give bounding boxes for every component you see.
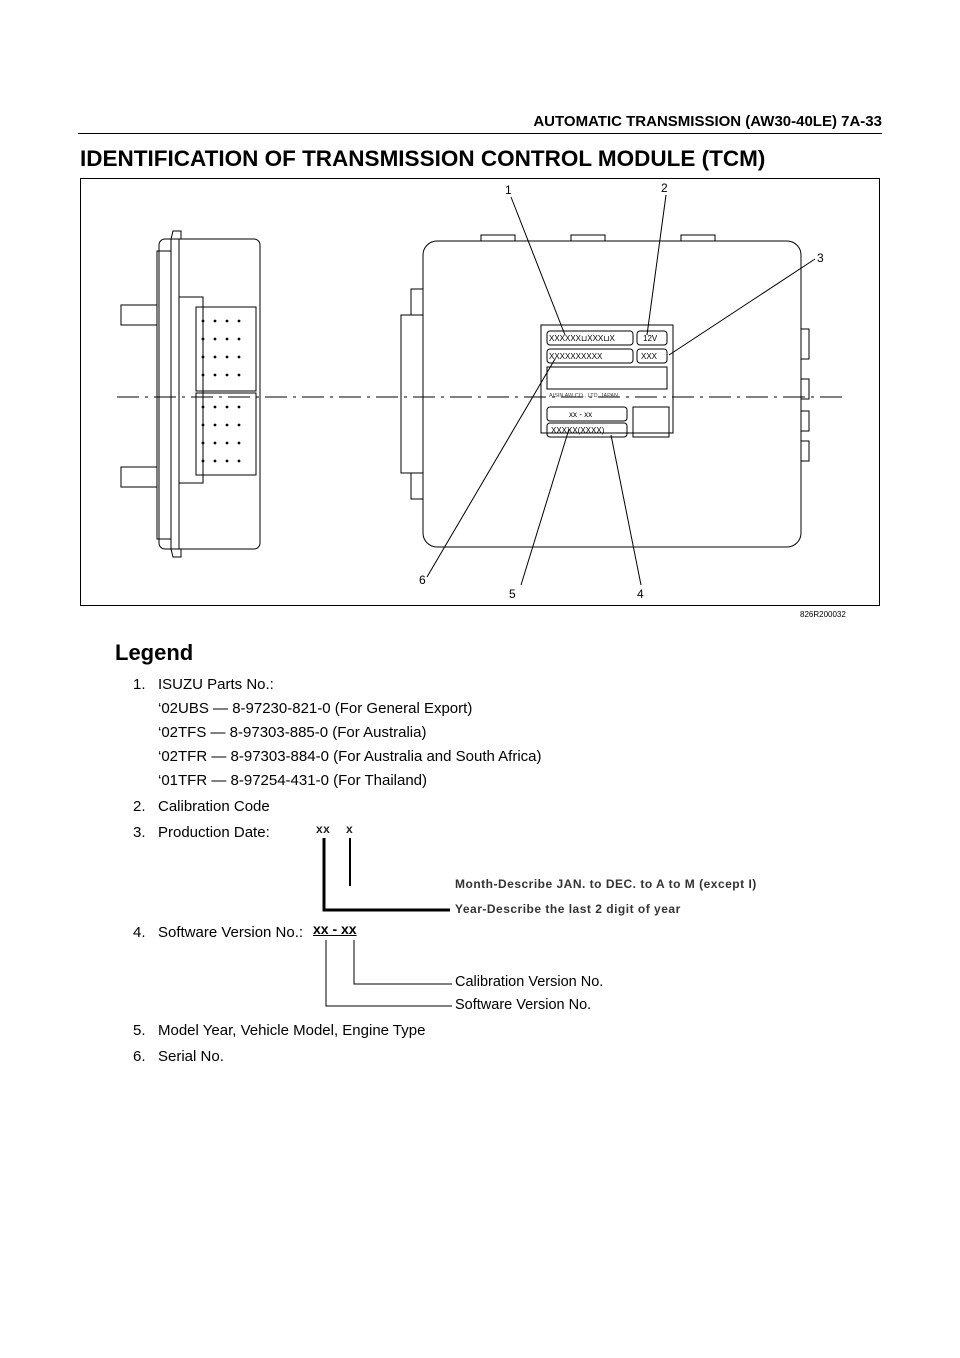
figure-code: 826R200032	[800, 610, 846, 619]
label-date: XXX	[641, 352, 658, 361]
date-code-leaders	[300, 836, 470, 916]
callout-2: 2	[661, 181, 668, 195]
legend-item-text: ISUZU Parts No.:	[158, 676, 274, 693]
label-model: XXXXX(XXXX)	[551, 426, 605, 435]
top-clip-1	[481, 235, 515, 241]
leader-4	[611, 435, 641, 585]
tcm-drawing	[81, 179, 879, 605]
label-maker: AISIN AW CO., LTD. JAPAN	[549, 393, 618, 399]
top-clip-2	[571, 235, 605, 241]
leader-lines	[427, 195, 815, 585]
header-rule	[78, 133, 882, 134]
side-clip-top	[171, 231, 181, 239]
legend-item-text: Software Version No.:	[158, 924, 304, 941]
leader-5	[521, 429, 569, 585]
legend-item-text: ‘01TFR — 8-97254-431-0 (For Thailand)	[158, 772, 428, 789]
connector-shell	[179, 297, 203, 483]
legend-item-text: ‘02TFR — 8-97303-884-0 (For Australia and South Africa)	[158, 748, 542, 765]
year-note: Year-Describe the last 2 digit of year	[455, 902, 681, 916]
callout-4: 4	[637, 587, 644, 601]
tcm-front-tab-top	[411, 289, 423, 315]
mount-tab-top	[121, 305, 157, 325]
label-calibration: XXXXXXXXXX	[549, 352, 603, 361]
leader-6	[427, 359, 555, 577]
label-partno: XXXXXX⊔XXX⊔X	[549, 334, 615, 343]
date-code-year: xx	[316, 822, 331, 836]
mount-tab-bottom	[121, 467, 157, 487]
tcm-side-housing	[159, 239, 260, 549]
label-box-barcode	[547, 367, 667, 389]
legend-item-text: Calibration Code	[158, 798, 270, 815]
tcm-side-flange	[171, 239, 179, 549]
legend-item-text: Production Date:	[158, 824, 270, 841]
legend-item-num: 5.	[133, 1022, 146, 1039]
calibration-note: Calibration Version No.	[455, 974, 604, 990]
legend-item-num: 1.	[133, 676, 146, 693]
tcm-figure	[80, 178, 880, 606]
right-tab-3	[801, 411, 809, 431]
software-leader	[326, 940, 452, 1006]
legend-title: Legend	[115, 640, 194, 665]
leader-2	[647, 195, 666, 335]
month-note: Month-Describe JAN. to DEC. to A to M (except I)	[455, 877, 757, 891]
callout-1: 1	[505, 183, 512, 197]
calibration-leader	[354, 940, 452, 984]
label-voltage: 12V	[643, 334, 658, 343]
legend-item-text: Model Year, Vehicle Model, Engine Type	[158, 1022, 426, 1039]
running-header: AUTOMATIC TRANSMISSION (AW30-40LE) 7A-33	[533, 113, 882, 130]
legend-item-text: ‘02UBS — 8-97230-821-0 (For General Export)	[158, 700, 473, 717]
page-title: IDENTIFICATION OF TRANSMISSION CONTROL MODULE (TCM)	[80, 146, 766, 171]
label-version: xx - xx	[569, 410, 593, 419]
legend-item-num: 4.	[133, 924, 146, 941]
legend-item-text: Serial No.	[158, 1048, 224, 1065]
callout-3: 3	[817, 251, 824, 265]
legend-item-num: 6.	[133, 1048, 146, 1065]
version-code: xx - xx	[313, 921, 357, 937]
connector-block-lower	[196, 393, 256, 475]
date-code-month: x	[346, 822, 354, 836]
year-leader	[324, 838, 450, 910]
version-code-leaders	[320, 938, 460, 1014]
leader-1	[511, 197, 565, 335]
legend-item-num: 3.	[133, 824, 146, 841]
right-tab-1	[801, 329, 809, 359]
software-note: Software Version No.	[455, 997, 592, 1013]
tcm-front-connector	[401, 315, 423, 473]
callout-5: 5	[509, 587, 516, 601]
leader-3	[669, 259, 815, 355]
callout-6: 6	[419, 573, 426, 587]
legend-item-num: 2.	[133, 798, 146, 815]
right-tab-4	[801, 441, 809, 461]
right-tab-2	[801, 379, 809, 399]
side-clip-bottom	[171, 549, 181, 557]
connector-block-upper	[196, 307, 256, 391]
legend-item-text: ‘02TFS — 8-97303-885-0 (For Australia)	[158, 724, 427, 741]
top-clip-3	[681, 235, 715, 241]
tcm-front-tab-bottom	[411, 473, 423, 499]
